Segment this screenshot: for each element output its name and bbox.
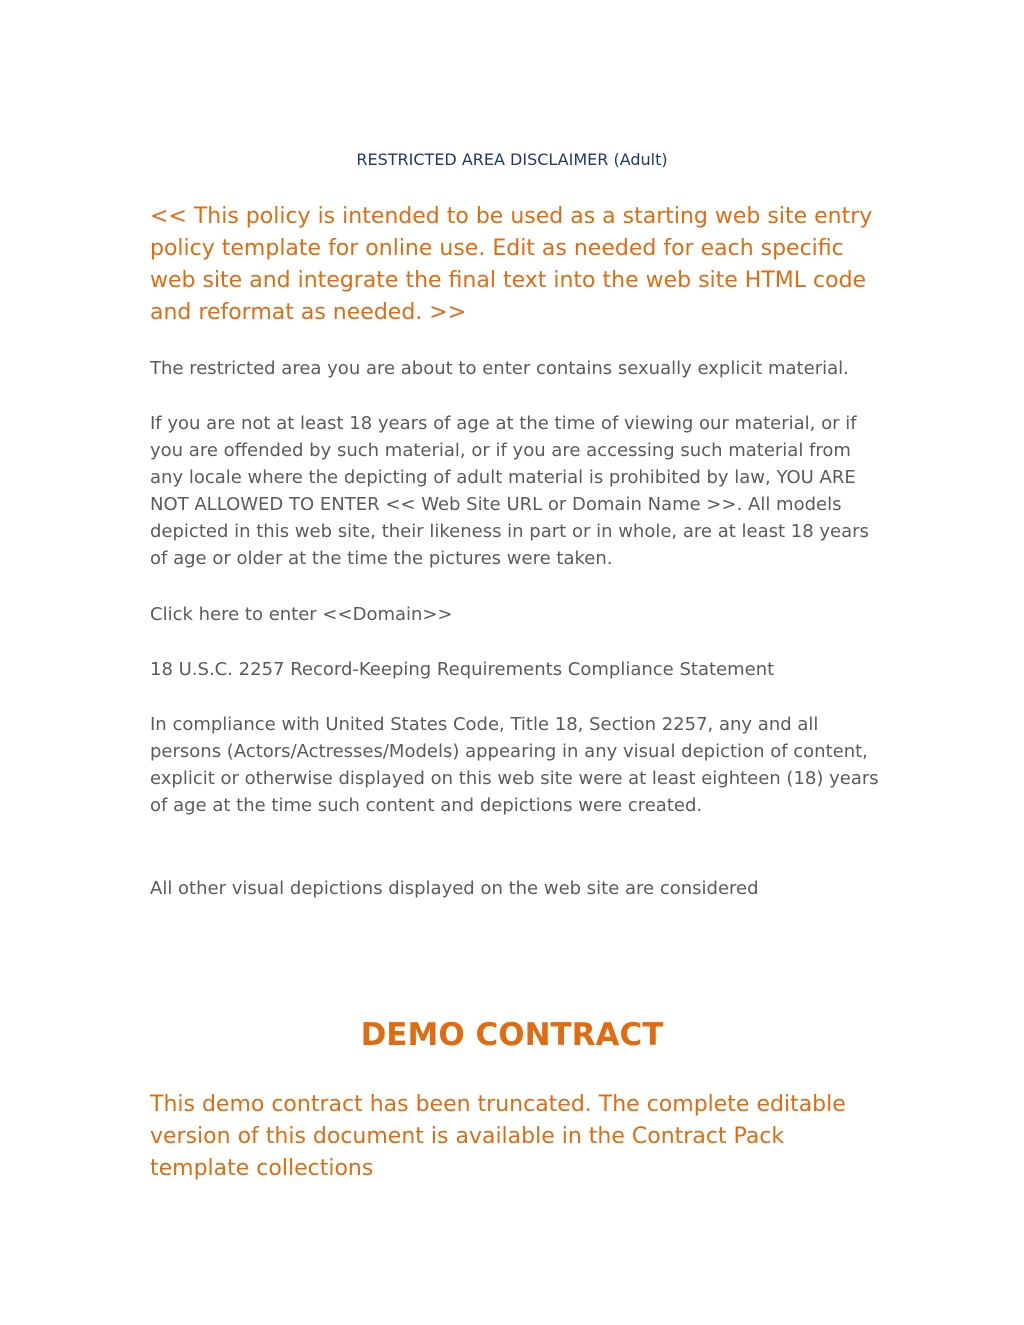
demo-contract-heading: DEMO CONTRACT [360, 1017, 664, 1053]
editor-note: << This policy is intended to be used as a starting web site entry policy template for online use. Edit as needed for each specific web site and integrate the final text into the web site HTML code and reformat as needed. >> [150, 204, 873, 325]
paragraph-other-depictions: All other visual depictions displayed on the web site are considered [150, 878, 759, 899]
paragraph-age-warning: If you are not at least 18 years of age at the time of viewing our material, or if you are offended by such material, or if you are accessing such material from any locale where the depicting of adult material is prohibited by law, YOU ARE NOT ALLOWED TO ENTER << Web Site URL or Domain Name >>. All models depicted in this web site, their likeness in part or in whole, are at least 18 years of age or older at the time the pictures were taken. [150, 413, 869, 569]
paragraph-intro: The restricted area you are about to enter contains sexually explicit material. [150, 358, 849, 379]
document-title: RESTRICTED AREA DISCLAIMER (Adult) [356, 150, 668, 169]
enter-link[interactable]: Click here to enter <<Domain>> [150, 604, 453, 625]
paragraph-compliance: In compliance with United States Code, Title 18, Section 2257, any and all persons (Actors/Actresses/Models) appearing in any visual depiction of content, explicit or otherwise displayed on this web site were at least eighteen (18) years of age at the time such content and depictions were created. [150, 714, 879, 816]
compliance-heading: 18 U.S.C. 2257 Record-Keeping Requirements Compliance Statement [150, 659, 775, 680]
demo-truncation-note: This demo contract has been truncated. The complete editable version of this document is available in the Contract Pack template collections [150, 1092, 846, 1181]
